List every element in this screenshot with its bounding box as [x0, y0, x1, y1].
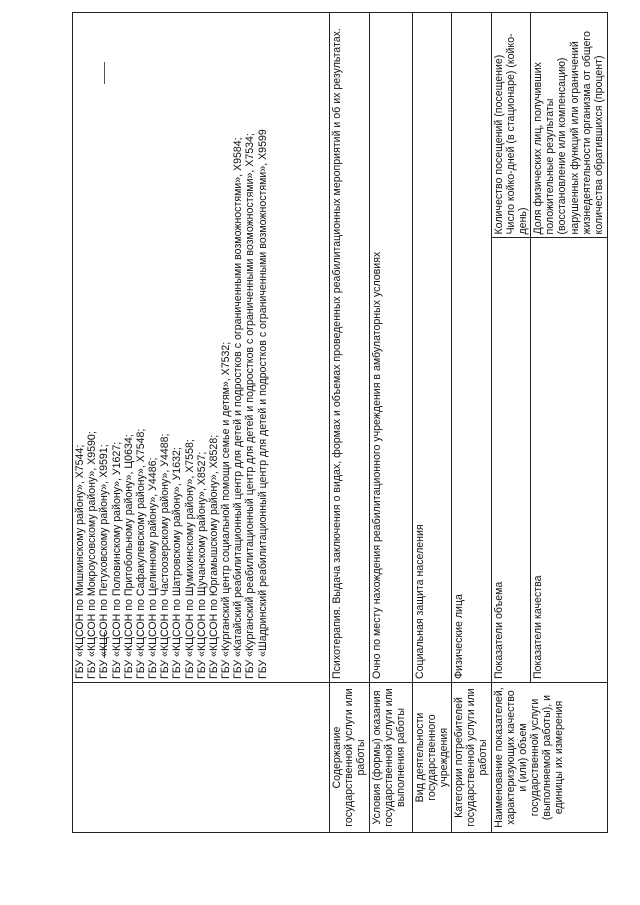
- provider-item: ГБУ «Шадринский реабилитационный центр для детей и подростков с ограниченными возможностями», Х9599: [256, 129, 269, 679]
- volume-items: [492, 12, 531, 238]
- activity-label: Вид деятельности государственного учреждения: [412, 683, 452, 833]
- indicators-label: Наименование показателей, характеризующих качество и (или) объем государственной услуги (выполняемой работы), и единицы их измерения: [491, 683, 608, 833]
- consumers-value: Физические лица: [452, 13, 492, 683]
- volume-label: Показатели объема: [492, 238, 531, 682]
- content-value: Психотерапия. Выдача заключения о видах, формах и объемах проведенных реабилитационных мероприятий и об их результатах.: [330, 13, 370, 683]
- conditions-row: [369, 13, 412, 833]
- provider-item: ГБУ «КЦСОН по Шатровскому району», У1632;: [171, 447, 184, 679]
- provider-item: ГБУ «КЦСОН по Щучанскому району», Х8527;: [195, 451, 208, 679]
- volume-item-bed-days: Число койко-дней (в стационаре) (койко-день): [504, 33, 529, 235]
- provider-item: ГБУ «КЦСОН по Петуховскому району», Х9591;: [98, 444, 111, 679]
- quality-label: Показатели качества: [531, 238, 608, 682]
- provider-item: ГБУ «КЦСОН по Мокроусовскому району», Х9590;: [86, 431, 99, 679]
- provider-item: ГБУ «КЦСОН по Сафакулевскому району», Х7548;: [134, 428, 147, 679]
- volume-item-visits: Количество посещений (посещение): [492, 54, 505, 235]
- indicators-row: [491, 13, 608, 833]
- providers-cell: [73, 13, 330, 683]
- activity-value: Социальная защита населения: [412, 13, 452, 683]
- indicators-cell: [491, 13, 608, 683]
- activity-row: [412, 13, 452, 833]
- provider-item: ГБУ «КЦСОН по Юргамышскому району», Х8528;: [207, 434, 220, 679]
- content-row: [330, 13, 370, 833]
- consumers-row: [452, 13, 492, 833]
- provider-item: ГБУ «КЦСОН по Частоозерскому району», У4488;: [159, 433, 172, 679]
- provider-item: ГБУ «КЦСОН по Мишкинскому району», Х7544;: [74, 444, 86, 679]
- service-table: [72, 12, 608, 833]
- consumers-label: Категории потребителей государственной услуги или работы: [452, 683, 492, 833]
- quality-row: [531, 12, 608, 682]
- provider-item: ГБУ «Катайский реабилитационный центр для детей и подростков с ограниченными возможностями», Х9584;: [232, 137, 245, 679]
- content-label: Содержание государственной услуги или работы: [330, 683, 370, 833]
- provider-item: ГБУ «КЦСОН по Целинному району», У4486;: [147, 457, 160, 679]
- provider-item: ГБУ «Курганский центр социальной помощи семье и детям», Х7532;: [220, 341, 233, 679]
- conditions-value: Очно по месту нахождения реабилитационного учреждения в амбулаторных условиях: [369, 13, 412, 683]
- quality-item: Доля физических лиц, получивших положительные результаты (восстановление или компенсацию) нарушенных функций или ограничений жизнедеятельности организма от общего количества обратившихся (процент): [531, 12, 608, 238]
- providers-list: [74, 16, 269, 679]
- indicators-table: [492, 12, 608, 682]
- provider-item: ГБУ «КЦСОН по Притобольному району», Ц0634;: [122, 434, 135, 679]
- provider-item: ГБУ «КЦСОН по Шумихинскому району», Х7558;: [183, 439, 196, 679]
- providers-label-cell: [73, 683, 330, 833]
- conditions-label: Условия (формы) оказания государственной услуги или выполнения работы: [369, 683, 412, 833]
- providers-row: [73, 13, 330, 833]
- provider-item: ГБУ «Курганский реабилитационный центр для детей и подростков с ограниченными возможностями», Х7534;: [244, 133, 257, 679]
- provider-item: ГБУ «КЦСОН по Половинскому району», У1627;: [110, 441, 123, 679]
- volume-row: [492, 12, 531, 682]
